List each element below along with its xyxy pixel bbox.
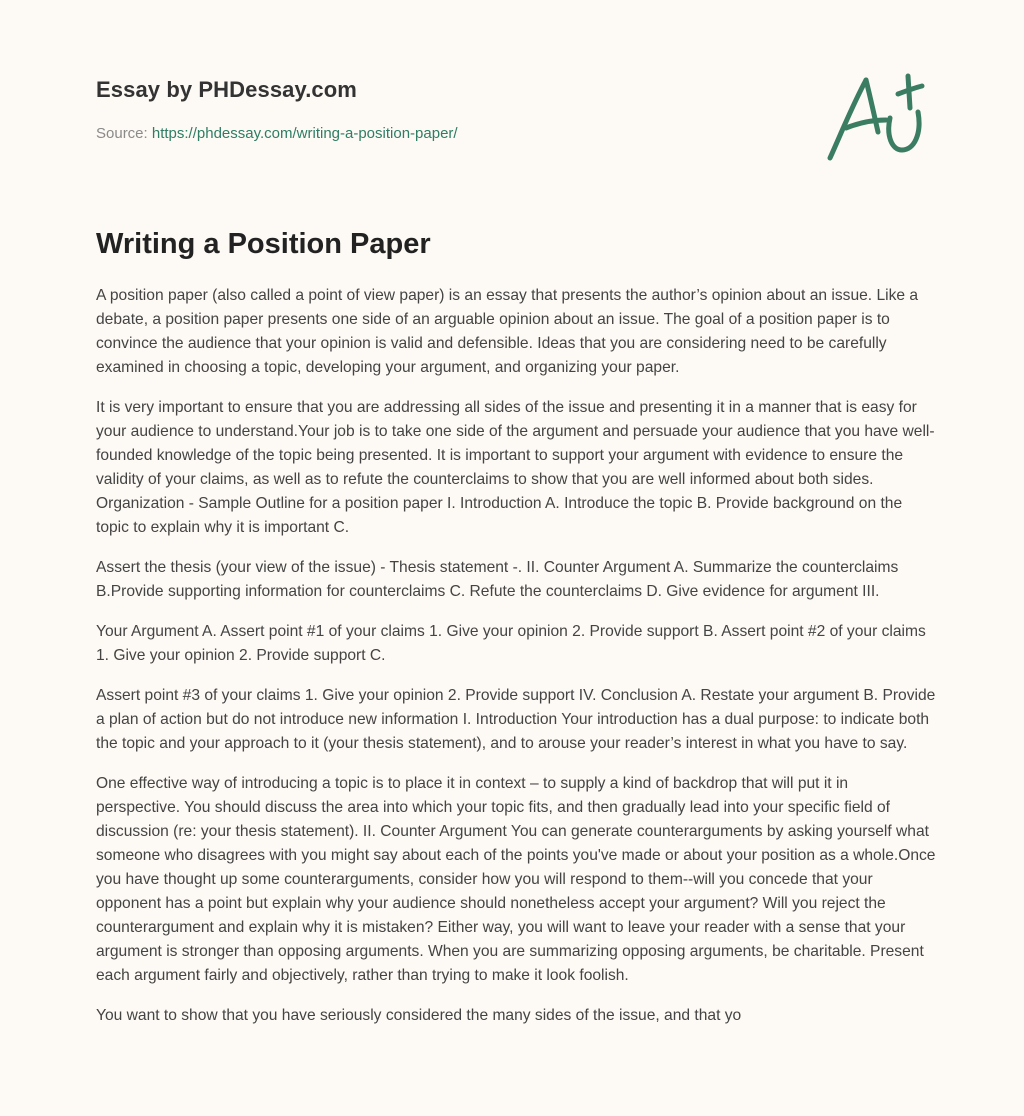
paragraph: Your Argument A. Assert point #1 of your claims 1. Give your opinion 2. Provide support B. Assert point #2 of your claims 1. Give your opinion 2. Provide support C. [96,623,926,664]
article-title: Writing a Position Paper [96,228,431,260]
paragraph: Assert the thesis (your view of the issue) - Thesis statement -. II. Counter Argument A. Summarize the counterclaims B.Provide supporting information for counterclaims C. Refute the counterclaims D. Give evidence for argument III. [96,559,899,600]
paragraph: One effective way of introducing a topic is to place it in context – to supply a kind of backdrop that will put it in perspective. You should discuss the area into which your topic fits, and then gradually lead into your specific field of discussion (re: your thesis statement). II. Counter Argument You can generate counterarguments by asking yourself what someone who disagrees with you might say about each of the points you've made or about your position as a whole.Once you have thought up some counterarguments, consider how you will respond to them--will you concede that your opponent has a point but explain why your audience should nonetheless accept your argument? Will you reject the counterargument and explain why it is mistaken? Either way, you will want to leave your reader with a sense that your argument is stronger than opposing arguments. When you are summarizing opposing arguments, be charitable. Present each argument fairly and objectively, rather than trying to make it look foolish. [96,775,936,984]
paragraph: Assert point #3 of your claims 1. Give your opinion 2. Provide support IV. Conclusion A. Restate your argument B. Provide a plan of action but do not introduce new information I. Introduction Your introduction has a dual purpose: to indicate both the topic and your approach to it (your thesis statement), and to arouse your reader’s interest in what you have to say. [96,687,936,752]
paragraph: You want to show that you have seriously considered the many sides of the issue, and that yo [96,1007,742,1024]
a-plus-grade-icon [822,66,930,166]
article-body [96,284,936,1044]
page-header [96,74,796,144]
paragraph: It is very important to ensure that you are addressing all sides of the issue and presenting it in a manner that is easy for your audience to understand.Your job is to take one side of the argument and persuade your audience that you have well-founded knowledge of the topic being presented. It is important to support your argument with evidence to ensure the validity of your claims, as well as to refute the counterclaims to show that you are well informed about both sides. Organization - Sample Outline for a position paper I. Introduction A. Introduce the topic B. Provide background on the topic to explain why it is important C. [96,399,935,536]
source-label: Source: [96,125,152,142]
source-line [96,124,796,144]
site-title: Essay by PHDessay.com [96,77,357,102]
source-link[interactable]: https://phdessay.com/writing-a-position-paper/ [151,125,458,142]
paragraph: A position paper (also called a point of view paper) is an essay that presents the author’s opinion about an issue. Like a debate, a position paper presents one side of an arguable opinion about an issue. The goal of a position paper is to convince the audience that your opinion is valid and defensible. Ideas that you are considering need to be carefully examined in choosing a topic, developing your argument, and organizing your paper. [96,287,919,376]
